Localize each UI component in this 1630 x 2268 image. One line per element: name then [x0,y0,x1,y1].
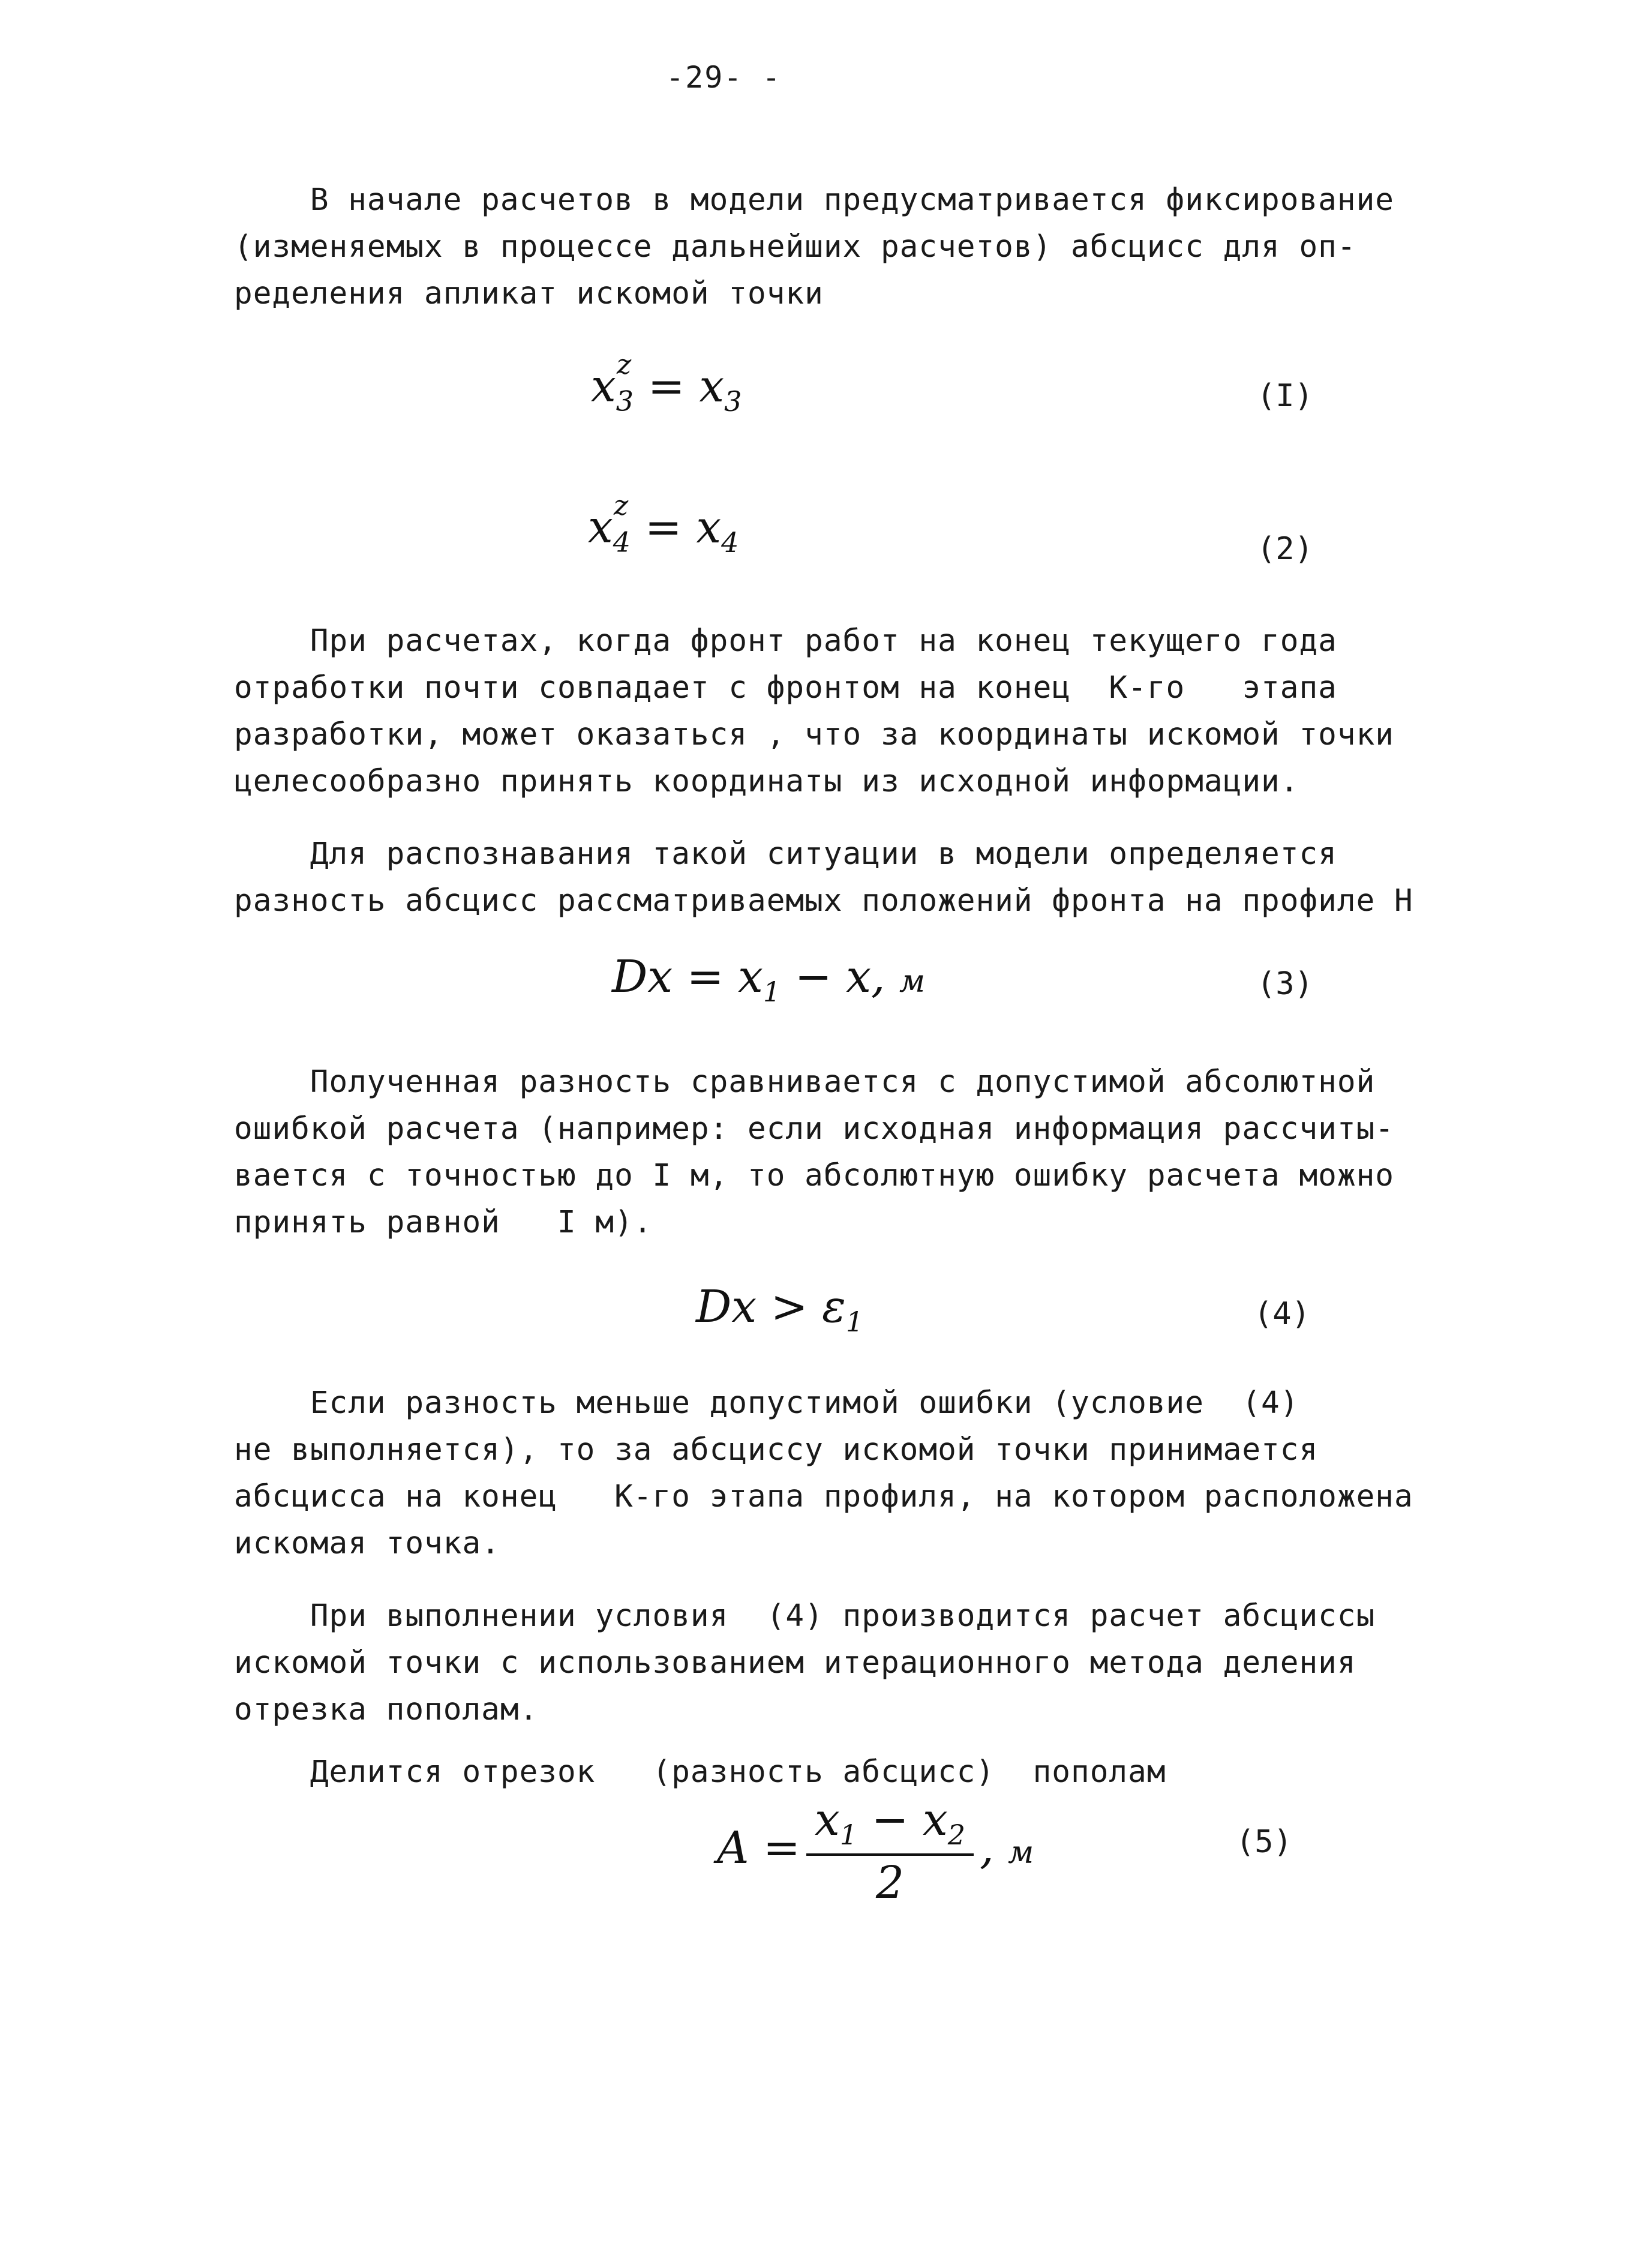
text-line: отработки почти совпадает с фронтом на конец К-го этапа [234,670,1337,706]
text-line: целесообразно принять координаты из исходной информации. [234,764,1299,799]
text-line: не выполняется), то за абсциссу искомой точки принимается [234,1432,1319,1468]
text-line: абсцисса на конец К-го этапа профиля, на котором расположена [234,1479,1413,1514]
equation-number-4: (4) [1254,1296,1310,1332]
text-line: искомой точки с использованием итерационного метода деления [234,1645,1356,1681]
text-line: При выполнении условия (4) производится расчет абсциссы [234,1598,1376,1634]
text-line: Полученная разность сравнивается с допустимой абсолютной [234,1064,1376,1100]
equation-number-3: (3) [1257,966,1313,1002]
paragraph-iteration [234,1593,1410,1733]
text-line: ределения апликат искомой точки [234,276,824,311]
paragraph-condition-not-met [234,1380,1413,1567]
formula-5: A = $\frac{x_1 - x_2}{2}$ , м [717,1794,1034,1909]
text-line: (изменяемых в процессе дальнейших расчетов) абсцисс для оп- [234,229,1356,265]
text-line: При расчетах, когда фронт работ на конец текущего года [234,623,1337,659]
text-line: Если разность меньше допустимой ошибки (условие (4) [234,1385,1299,1421]
fraction: $\frac{x_1 - x_2}{2}$ [806,1794,974,1909]
paragraph-fixation [234,177,1410,317]
paragraph-recognition [234,831,1413,925]
equation-number-1: (I) [1257,378,1313,414]
equation-number-2: (2) [1257,531,1313,567]
text-line: отрезка пополам. [234,1692,539,1727]
text-line: Делится отрезок (разность абсцисс) пополам [234,1754,1166,1790]
text-line: принять равной I м). [234,1205,653,1240]
equation-number-5: (5) [1236,1824,1292,1860]
text-line: разность абсцисс рассматриваемых положений фронта на профиле Н [234,883,1413,919]
text-line: В начале расчетов в модели предусматривается фиксирование [234,182,1394,218]
paragraph-comparison [234,1059,1410,1246]
page-number: -29- - [666,60,782,95]
paragraph-bisection [234,1749,1410,1796]
text-line: вается с точностью до I м, то абсолютную ошибку расчета можно [234,1158,1394,1193]
text-line: Для распознавания такой ситуации в модели определяется [234,836,1337,872]
paragraph-front-coincidence [234,618,1410,805]
text-line: разработки, может оказаться , что за координаты искомой точки [234,717,1394,752]
formula-1: $x_3^z = x_3$ [591,348,742,418]
formula-4: $Dx > \varepsilon_1$ [696,1281,864,1338]
text-line: искомая точка. [234,1526,500,1561]
formula-3: $Dx = x_1 - x$, м [612,951,926,1008]
text-line: ошибкой расчета (например: если исходная информация рассчиты- [234,1111,1394,1147]
formula-2: $x_4^z = x_4$ [588,489,739,559]
